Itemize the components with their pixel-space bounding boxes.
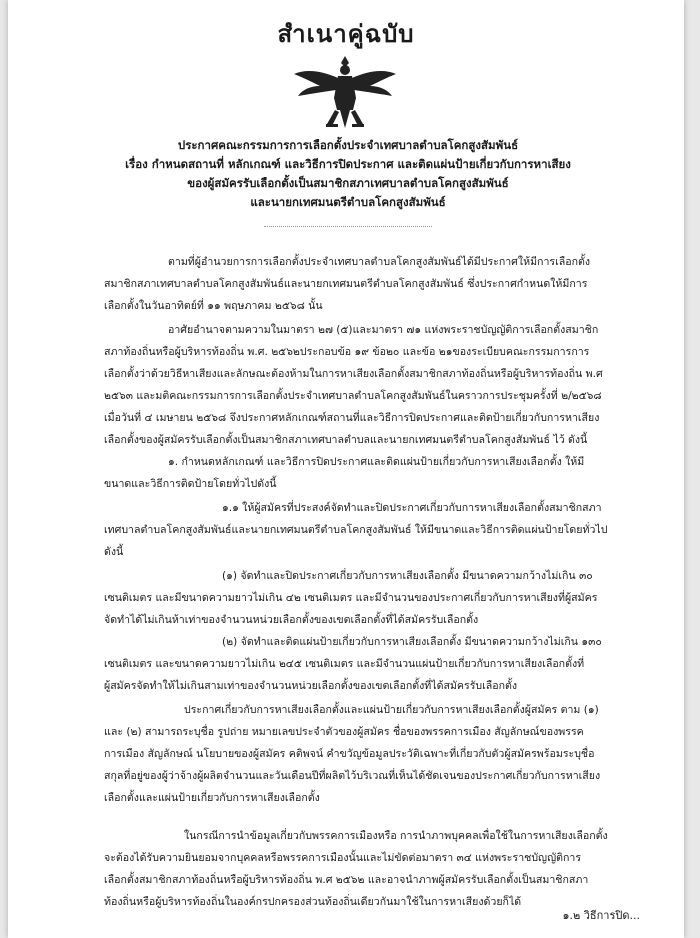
heading-line: เรื่อง กำหนดสถานที่ หลักเกณฑ์ และวิธีการปิดประกาศ และติดแผ่นป้ายเกี่ยวกับการหาเสียง [125,157,571,171]
heading-line: ประกาศคณะกรรมการการเลือกตั้งประจำเทศบาลตำบลโคกสูงสัมพันธ์ [177,138,519,152]
body-line: เทศบาลตำบลโคกสูงสัมพันธ์และนายกเทศมนตรีตำบลโคกสูงสัมพันธ์ ให้มีขนาดและวิธีการติดแผ่นป้ายโดยทั่วไป [104,524,608,536]
heading-line: และนายกเทศมนตรีตำบลโคกสูงสัมพันธ์ [250,195,446,209]
body-line: การเมือง สัญลักษณ์ นโยบายของผู้สมัคร คติพจน์ คำขวัญข้อมูลประวัติเฉพาะที่เกี่ยวกับตัวผู้สมัครพร้อมระบุชื่อ [104,748,595,760]
heading-line: ของผู้สมัครรับเลือกตั้งเป็นสมาชิกสภาเทศบาลตำบลโคกสูงสัมพันธ์ [187,176,509,190]
body-line: ตามที่ผู้อำนวยการการเลือกตั้งประจำเทศบาลตำบลโคกสูงสัมพันธ์ได้มีประกาศให้มีการเลือกตั้ง [168,256,591,268]
body-line: เมื่อวันที่ ๔ เมษายน ๒๕๖๘ จึงประกาศหลักเกณฑ์สถานที่และวิธีการปิดประกาศและติดป้ายเกี่ยวกับการหาเสียง [104,412,600,424]
body-line: เลือกตั้งสมาชิกสภาท้องถิ่นหรือผู้บริหารท้องถิ่น พ.ศ ๒๕๖๒ และอาจนำภาพผู้สมัครรับเลือกตั้งเป็นสมาชิกสภา [104,874,589,886]
announcement-heading [68,136,628,212]
body-line: จะต้องได้รับความยินยอมจากบุคคลหรือพรรคการเมืองนั้นและไม่ขัดต่อมาตรา ๓๔ แห่งพระราชบัญญัติการ [104,852,582,864]
body-line: ๑. กำหนดหลักเกณฑ์ และวิธีการปิดประกาศและติดแผ่นป้ายเกี่ยวกับการหาเสียงเลือกตั้ง ให้มี [168,456,585,468]
body-line: เลือกตั้งในวันอาทิตย์ที่ ๑๑ พฤษภาคม ๒๕๖๘ นั้น [104,300,323,312]
document-page [8,0,684,938]
body-line: สภาท้องถิ่นหรือผู้บริหารท้องถิ่น พ.ศ. ๒๕๖๒ประกอบข้อ ๑๙ ข้อ๒๐ และข้อ ๒๑ของระเบียบคณะกรรมการการ [104,346,590,358]
body-line: เซนติเมตร และขนาดความยาวไม่เกิน ๒๔๕ เซนติเมตร และมีจำนวนแผ่นป้ายเกี่ยวกับการหาเสียงเลือกตั้งที่ [104,658,585,670]
heading-divider [264,226,432,227]
body-line: เลือกตั้งของผู้สมัครรับเลือกตั้งเป็นสมาชิกสภาเทศบาลตำบลและนายกเทศมนตรีตำบลโคกสูงสัมพันธ์ ไว้ ดังนี้ [104,434,588,446]
body-line: เลือกตั้งว่าด้วยวิธีหาเสียงและลักษณะต้องห้ามในการหาเสียงเลือกตั้งสมาชิกสภาท้องถิ่นหรือผู้บริหารท้องถิ่น พ.ศ [104,368,603,380]
body-line: ผู้สมัครจัดทำให้ไม่เกินสามเท่าของจำนวนหน่วยเลือกตั้งของเขตเลือกตั้งที่ได้สมัครรับเลือกตั้ง [104,680,518,692]
body-line: จัดทำได้ไม่เกินห้าเท่าของจำนวนหน่วยเลือกตั้งของเขตเลือกตั้งที่ได้สมัครรับเลือกตั้ง [104,614,479,626]
body-line: และ (๒) สามารถระบุชื่อ รูปถ่าย หมายเลขประจำตัวของผู้สมัคร ชื่อของพรรคการเมือง สัญลักษณ์ของพรรค [104,726,584,738]
body-line: ๒๕๖๓ และมติคณะกรรมการการเลือกตั้งประจำเทศบาลตำบลโคกสูงสัมพันธ์ในคราวการประชุมครั้งที่ ๒/๒๕๖๘ [104,390,602,402]
body-line: (๑) จัดทำและปิดประกาศเกี่ยวกับการหาเสียงเลือกตั้ง มีขนาดความกว้างไม่เกิน ๓๐ [222,570,593,582]
body-line: ขนาดและวิธีการติดป้ายโดยทั่วไปดังนี้ [104,478,277,490]
body-line: สมาชิกสภาเทศบาลตำบลโคกสูงสัมพันธ์และนายกเทศมนตรีตำบลโคกสูงสัมพันธ์ ซึ่งประกาศกำหนดให้มีการ [104,278,588,290]
body-line: (๒) จัดทำและติดแผ่นป้ายเกี่ยวกับการหาเสียงเลือกตั้ง มีขนาดความกว้างไม่เกิน ๑๓๐ [222,636,602,648]
body-line: สกุลที่อยู่ของผู้ว่าจ้างผู้ผลิตจำนวนและวันเดือนปีที่ผลิตไว้บริเวณที่เห็นได้ชัดเจนของประกาศเกี่ยวกับการหาเสียง [104,770,601,782]
body-line: ประกาศเกี่ยวกับการหาเสียงเลือกตั้งและแผ่นป้ายเกี่ยวกับการหาเสียงเลือกตั้งผู้สมัคร ตาม (๑) [184,704,599,716]
copy-stamp-title: สำเนาคู่ฉบับ [277,20,415,48]
body-line: เซนติเมตร และมีขนาดความยาวไม่เกิน ๔๒ เซนติเมตร และมีจำนวนของประกาศเกี่ยวกับการหาเสียงที่ผู้สมัคร [104,592,598,604]
body-line: เลือกตั้งและแผ่นป้ายเกี่ยวกับการหาเสียงเลือกตั้ง [104,792,320,804]
body-line: ท้องถิ่นหรือผู้บริหารท้องถิ่นในองค์กรปกครองส่วนท้องถิ่นเดียวกันมาใช้ในการหาเสียงด้วยก็ได้ [104,896,522,908]
body-line: ดังนี้ [104,546,124,558]
body-line: ๑.๑ ให้ผู้สมัครที่ประสงค์จัดทำและปิดประกาศเกี่ยวกับการหาเสียงเลือกตั้งสมาชิกสภา [222,502,602,514]
garuda-emblem-icon [290,52,400,134]
continuation-footer: ๑.๒ วิธีการปิด... [562,909,640,922]
body-line: ในกรณีการนำข้อมูลเกี่ยวกับพรรคการเมืองหรือ การนำภาพบุคคลเพื่อใช้ในการหาเสียงเลือกตั้ง [184,830,608,842]
body-line: อาศัยอำนาจตามความในมาตรา ๒๗ (๕)และมาตรา ๗๑ แห่งพระราชบัญญัติการเลือกตั้งสมาชิก [168,324,599,336]
